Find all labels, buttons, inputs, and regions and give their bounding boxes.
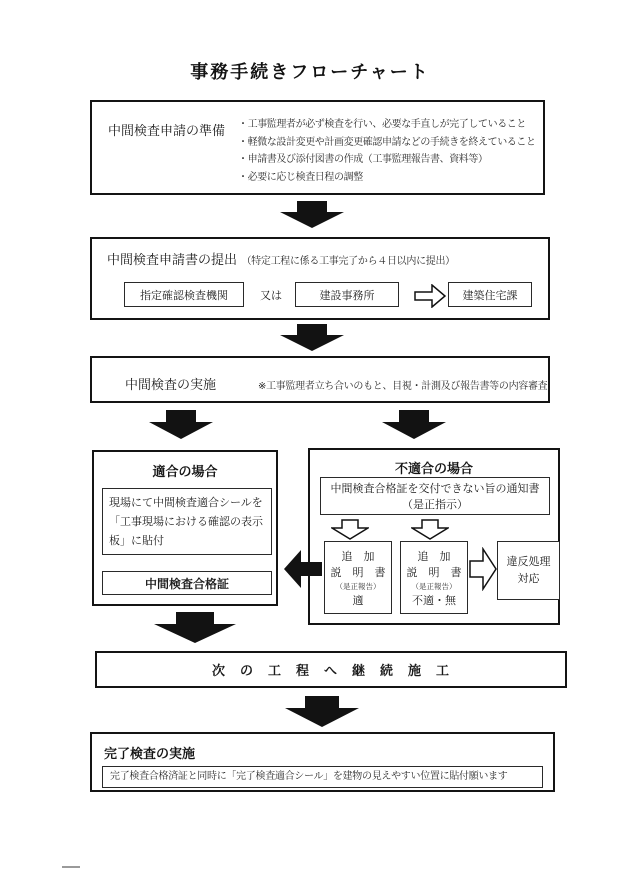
hollow-right-arrow-icon [469, 547, 497, 591]
org-inspection-agency-label: 指定確認検査機関 [140, 289, 228, 302]
org-inspection-agency-box [124, 282, 244, 307]
prep-bullet-list [238, 116, 538, 186]
pass-seal-note: 現場にて中間検査適合シールを「工事現場における確認の表示板」に貼付 [109, 497, 263, 547]
completion-box [90, 732, 555, 792]
fail-notice-box [320, 477, 550, 515]
violation-line2: 対応 [517, 573, 540, 585]
submission-note: （特定工程に係る工事完了から４日以内に提出） [241, 256, 455, 267]
down-arrow-icon [280, 201, 344, 228]
hollow-right-arrow-icon [414, 284, 446, 308]
down-arrow-icon [382, 410, 446, 439]
down-arrow-icon [285, 696, 359, 727]
inspection-label: 中間検査の実施 [125, 377, 217, 392]
prep-box [90, 100, 545, 195]
pass-certificate-box [102, 571, 272, 595]
fail-doc2-box [400, 541, 468, 614]
fail-doc2-line1: 追 加 [417, 551, 451, 563]
prep-bullet: ・必要に応じ検査日程の調整 [238, 171, 363, 183]
fail-title: 不適合の場合 [394, 461, 473, 476]
prep-bullet: ・工事監理者が必ず検査を行い、必要な手直しが完了していること [238, 119, 526, 130]
fail-notice-line1: 中間検査合格証を交付できない旨の通知書 [330, 483, 540, 495]
or-label: 又は [260, 290, 282, 302]
fail-notice-line2: （是正指示） [402, 499, 468, 511]
hollow-down-arrow-icon [331, 519, 369, 540]
fail-doc2-line2: 説 明 書 [406, 567, 462, 579]
fail-doc1-line3: （是正報告） [335, 582, 381, 591]
pass-certificate-label: 中間検査合格証 [144, 576, 229, 591]
next-process-label: 次 の 工 程 へ 継 続 施 工 [211, 663, 450, 678]
fail-box [308, 448, 560, 625]
inspection-note: ※工事監理者立ち合いのもと、目視・計測及び報告書等の内容審査 [258, 381, 548, 392]
down-arrow-icon [149, 410, 213, 439]
left-arrow-icon [284, 550, 322, 588]
fail-doc1-line1: 追 加 [341, 551, 375, 563]
page-title: 事務手続きフローチャート [190, 62, 430, 82]
down-arrow-icon [280, 324, 344, 351]
prep-label: 中間検査申請の準備 [108, 123, 226, 138]
submission-box [90, 237, 550, 320]
down-arrow-icon [154, 612, 236, 643]
fail-doc1-box [324, 541, 392, 614]
pass-seal-note-box [102, 488, 272, 555]
fail-doc1-line2: 説 明 書 [330, 567, 386, 579]
page-corner-mark [62, 866, 80, 868]
completion-note: 完了検査合格済証と同時に「完了検査適合シール」を建物の見えやすい位置に貼付願います [110, 771, 508, 782]
submission-title: 中間検査申請書の提出 [107, 252, 238, 267]
fail-doc2-line4: 不適・無 [412, 595, 456, 607]
next-process-box [95, 651, 567, 688]
fail-doc2-line3: （是正報告） [411, 582, 457, 591]
violation-box [497, 541, 560, 600]
org-construction-office-box [295, 282, 399, 307]
hollow-down-arrow-icon [411, 519, 449, 540]
org-construction-office-label: 建設事務所 [319, 289, 375, 302]
completion-note-box [102, 766, 543, 788]
pass-box [92, 450, 278, 606]
pass-title: 適合の場合 [152, 464, 218, 479]
org-housing-division-label: 建築住宅課 [462, 289, 518, 302]
prep-bullet: ・申請書及び添付図書の作成（工事監理報告書、資料等） [238, 154, 488, 165]
prep-bullet: ・軽微な設計変更や計画変更確認申請などの手続きを終えていること [238, 136, 536, 148]
fail-doc1-line4: 適 [352, 595, 364, 607]
violation-line1: 違反処理 [506, 556, 551, 568]
completion-title: 完了検査の実施 [104, 746, 196, 761]
inspection-box [90, 356, 550, 403]
org-housing-division-box [448, 282, 532, 307]
